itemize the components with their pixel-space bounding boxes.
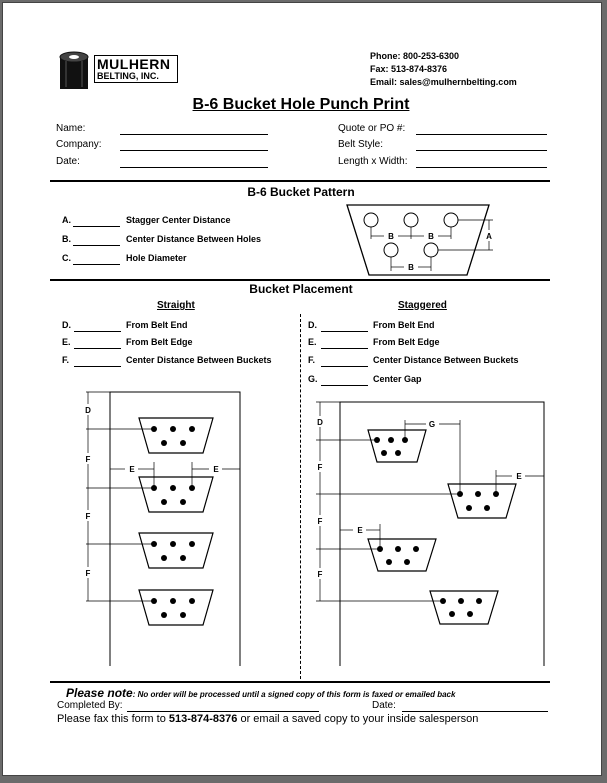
dim-f-label: F [317,463,323,472]
belt-roll-icon [56,51,92,91]
hole [170,598,176,604]
hole [170,426,176,432]
straight-placement-diagram [78,390,248,670]
hole [180,555,186,561]
bucket [368,430,426,462]
staggered-item-d-label: From Belt End [373,320,435,330]
pattern-item-a-label: Stagger Center Distance [126,215,231,225]
bucket-pattern-diagram [343,201,503,281]
straight-item-d-letter: D. [62,320,71,330]
hole [384,243,398,257]
staggered-item-g-label: Center Gap [373,374,422,384]
hole [484,505,490,511]
completed-by-input[interactable] [127,711,319,712]
field-date-input[interactable] [120,167,268,168]
field-belt-style-input[interactable] [416,150,547,151]
hole [476,598,482,604]
straight-heading: Straight [157,300,195,311]
pattern-item-c-input[interactable] [73,264,120,265]
fax-number: 513-874-8376 [168,713,238,725]
field-name-label: Name: [56,123,86,134]
hole [364,213,378,227]
staggered-item-f-letter: F. [308,355,316,365]
pattern-item-b-label: Center Distance Between Holes [126,234,262,244]
bucket [139,590,213,625]
hole [395,546,401,552]
page-title: B-6 Bucket Hole Punch Print [192,96,410,113]
logo-name: MULHERN [97,56,171,72]
field-quote-input[interactable] [416,134,547,135]
staggered-item-f-label: Center Distance Between Buckets [373,355,519,365]
dim-e-label: E [129,465,135,474]
straight-item-e-letter: E. [62,337,71,347]
bucket [139,533,213,568]
straight-item-d-label: From Belt End [126,320,188,330]
pattern-item-b-input[interactable] [73,245,120,246]
straight-item-f-input[interactable] [74,366,121,367]
fax-text-b: or email a saved copy to your inside salesperson [237,713,479,725]
pattern-item-a-letter: A. [62,215,71,225]
hole [466,505,472,511]
staggered-item-e-input[interactable] [321,348,368,349]
dim-e-label: E [357,526,363,535]
placement-heading: Bucket Placement [249,282,353,296]
note-line [66,684,455,702]
hole [388,437,394,443]
hole [170,485,176,491]
bucket [139,418,213,453]
dim-d-label: D [317,418,323,427]
hole [386,559,392,565]
footer-date-label: Date: [372,700,396,711]
fax-text-a: Please fax this form to [57,713,169,725]
fax-instruction [57,713,478,725]
hole [475,491,481,497]
dim-g-label: G [428,420,436,429]
form-page [2,2,602,776]
staggered-placement-diagram [313,400,553,670]
hole [180,440,186,446]
dim-b-label: B [408,263,414,272]
dim-b-label: B [388,232,394,241]
staggered-item-e-label: From Belt Edge [373,337,440,347]
hole [161,555,167,561]
staggered-item-d-letter: D. [308,320,317,330]
bucket [430,591,498,624]
divider [50,180,550,182]
dim-f-label: F [317,570,323,579]
bucket [368,539,436,571]
hole [444,213,458,227]
field-belt-style-label: Belt Style: [338,139,384,150]
dim-e-label: E [516,472,522,481]
dim-a-label: A [486,232,492,241]
logo-subname: BELTING, INC. [97,71,159,81]
completed-by-label: Completed By: [57,700,123,711]
dim-e-label: E [213,465,219,474]
pattern-item-b-letter: B. [62,234,71,244]
field-length-width-input[interactable] [416,167,547,168]
staggered-item-e-letter: E. [308,337,317,347]
contact-email: Email: sales@mulhernbelting.com [370,77,517,87]
note-title: Please note [66,686,133,700]
divider [50,279,550,281]
contact-phone: Phone: 800-253-6300 [370,51,460,61]
dim-f-label: F [85,455,91,464]
hole [413,546,419,552]
divider [50,681,550,683]
logo [56,51,181,91]
hole [189,598,195,604]
contact-fax: Fax: 513-874-8376 [370,64,448,74]
hole [467,611,473,617]
dim-d-label: D [85,406,91,415]
bucket [139,477,213,512]
hole [180,612,186,618]
pattern-item-c-label: Hole Diameter [126,253,187,263]
field-date-label: Date: [56,156,80,167]
field-name-input[interactable] [120,134,268,135]
dim-f-label: F [85,569,91,578]
staggered-item-d-input[interactable] [321,331,368,332]
straight-item-d-input[interactable] [74,331,121,332]
hole [180,499,186,505]
staggered-item-f-input[interactable] [321,366,368,367]
pattern-heading: B-6 Bucket Pattern [247,185,355,199]
hole [458,598,464,604]
footer-date-input[interactable] [402,711,548,712]
note-text: : No order will be processed until a signed copy of this form is faxed or emailed back [132,690,456,699]
field-company-input[interactable] [120,150,268,151]
staggered-item-g-input[interactable] [321,385,368,386]
pattern-item-c-letter: C. [62,253,71,263]
pattern-item-a-input[interactable] [73,226,120,227]
straight-item-e-input[interactable] [74,348,121,349]
belt-outline [340,402,544,666]
dim-f-label: F [85,512,91,521]
contact-block [370,50,517,89]
straight-item-f-letter: F. [62,355,70,365]
bucket [448,484,516,518]
field-company-label: Company: [56,139,102,150]
straight-item-f-label: Center Distance Between Buckets [126,355,272,365]
hole [404,213,418,227]
dim-b-label: B [428,232,434,241]
field-quote-label: Quote or PO #: [338,123,406,134]
hole [170,541,176,547]
hole [449,611,455,617]
field-length-width-label: Length x Width: [338,156,408,167]
dim-f-label: F [317,517,323,526]
hole [189,541,195,547]
hole [424,243,438,257]
column-divider [300,314,301,679]
staggered-item-g-letter: G. [308,374,318,384]
hole [381,450,387,456]
hole [189,426,195,432]
straight-item-e-label: From Belt Edge [126,337,193,347]
hole [404,559,410,565]
hole [161,499,167,505]
hole [395,450,401,456]
staggered-heading: Staggered [398,300,447,311]
hole [161,440,167,446]
hole [161,612,167,618]
